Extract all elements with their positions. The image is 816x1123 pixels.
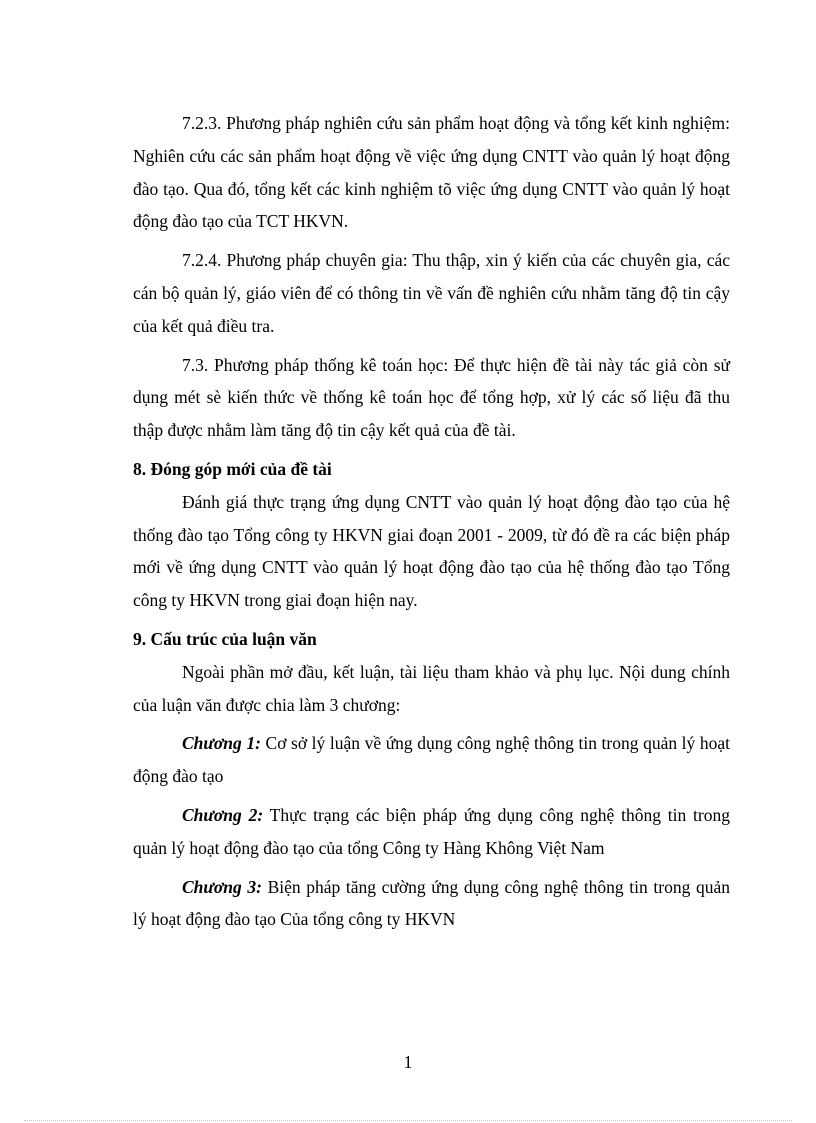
- chapter-2-item: [133, 799, 730, 865]
- chapter-1-item: [133, 727, 730, 793]
- paragraph-7-3: 7.3. Phương pháp thống kê toán học: Để thực hiện đề tài này tác giả còn sử dụng mét sè kiến thức về thống kê toán học để tổng hợp, xử lý các số liệu đã thu thập được nhằm làm tăng độ tin cậy kết quả của đề tài.: [133, 354, 730, 441]
- chapter-1-label: Chương 1:: [182, 733, 261, 754]
- section-9-heading: 9. Cấu trúc của luận văn: [133, 628, 317, 649]
- chapter-2-text: Thực trạng các biện pháp ứng dụng công nghệ thông tin trong quản lý hoạt động đào tạo của tổng Công ty Hàng Không Việt Nam: [133, 804, 730, 858]
- page-bottom-divider: [24, 1120, 792, 1121]
- chapter-2-label: Chương 2:: [182, 804, 264, 825]
- section-8-body: Đánh giá thực trạng ứng dụng CNTT vào quản lý hoạt động đào tạo của hệ thống đào tạo Tổng công ty HKVN giai đoạn 2001 - 2009, từ đó đề ra các biện pháp mới về ứng dụng CNTT vào quản lý hoạt động đào tạo của hệ thống đào tạo Tổng công ty HKVN trong giai đoạn hiện nay.: [133, 491, 730, 611]
- chapter-3-label: Chương 3:: [182, 876, 262, 897]
- paragraph-7-2-4: 7.2.4. Phương pháp chuyên gia: Thu thập, xin ý kiến của các chuyên gia, các cán bộ quản lý, giáo viên để có thông tin về vấn đề nghiên cứu nhằm tăng độ tin cậy của kết quả điều tra.: [133, 250, 730, 336]
- chapter-3-text: Biện pháp tăng cường ứng dụng công nghệ thông tin trong quản lý hoạt động đào tạo Của tổng công ty HKVN: [133, 876, 730, 930]
- section-9-intro: Ngoài phần mở đầu, kết luận, tài liệu tham khảo và phụ lục. Nội dung chính của luận văn được chia làm 3 chương:: [133, 661, 730, 715]
- chapter-1-text: Cơ sở lý luận về ứng dụng công nghệ thông tin trong quản lý hoạt động đào tạo: [133, 733, 731, 787]
- chapter-3-item: [133, 871, 730, 937]
- paragraph-7-2-3: 7.2.3. Phương pháp nghiên cứu sản phẩm hoạt động và tổng kết kinh nghiệm: Nghiên cứu các sản phẩm hoạt động về việc ứng dụng CNTT vào quản lý hoạt động đào tạo. Qua đó, tổng kết các kinh nghiệm tõ việc ứng dụng CNTT vào quản lý hoạt động đào tạo của TCT HKVN.: [133, 113, 730, 232]
- page-content: [133, 107, 730, 942]
- page-number: 1: [403, 1052, 413, 1072]
- section-8-heading: 8. Đóng góp mới của đề tài: [133, 458, 332, 479]
